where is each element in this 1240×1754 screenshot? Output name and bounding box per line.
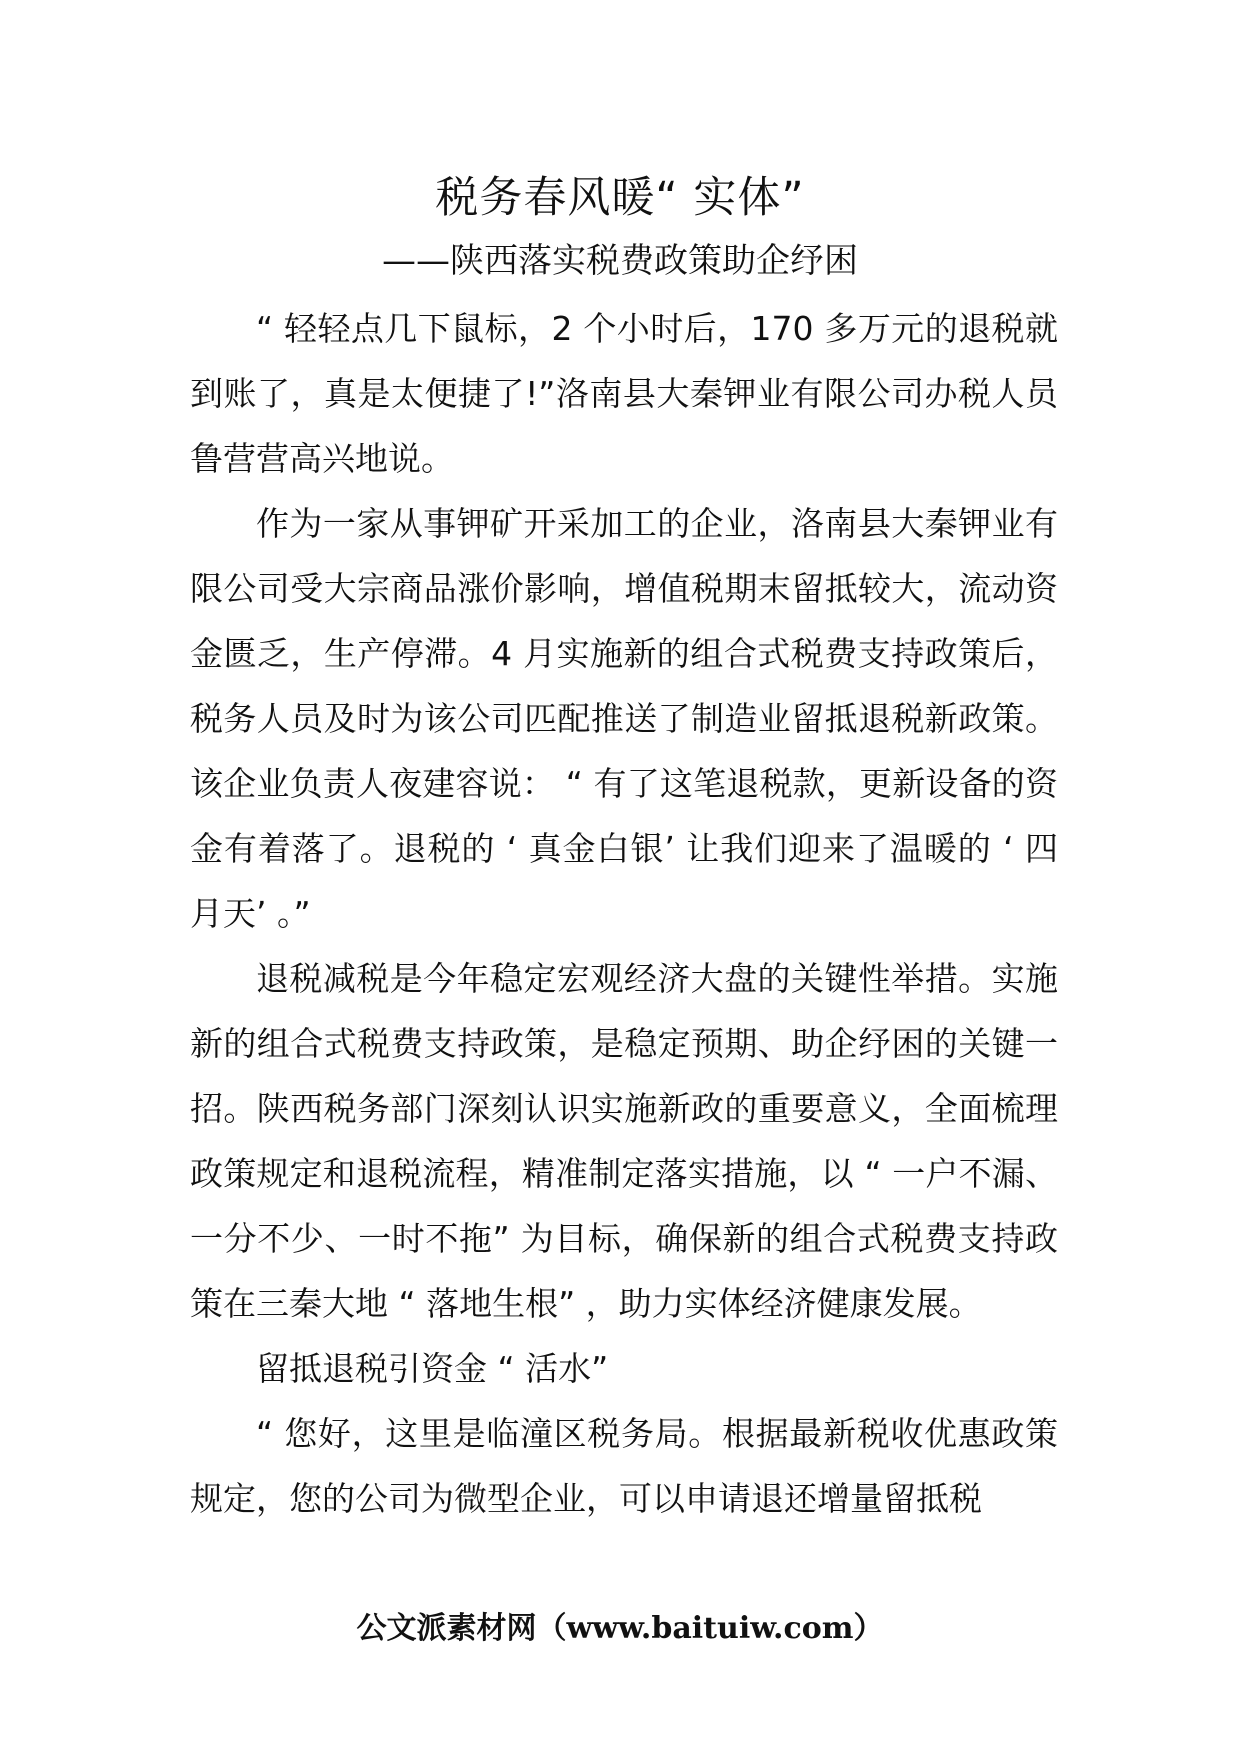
- paragraph: “ 轻轻点几下鼠标，2 个小时后，170 多万元的退税就到账了，真是太便捷了!”洛南县大秦钾业有限公司办税人员鲁营营高兴地说。: [190, 309, 1058, 478]
- paragraph: 作为一家从事钾矿开采加工的企业，洛南县大秦钾业有限公司受大宗商品涨价影响，增值税期末留抵较大，流动资金匮乏，生产停滞。4 月实施新的组合式税费支持政策后，税务人员及时为该公司匹配推送了制造业留抵退税新政策。该企业负责人夜建容说： “ 有了这笔退税款，更新设备的资金有着落了。退税的 ‘ 真金白银’ 让我们迎来了温暖的 ‘ 四月天’ 。”: [190, 504, 1058, 933]
- footer-watermark: 公文派素材网（www.baituiw.com）: [356, 1611, 884, 1646]
- paragraph: 退税减税是今年稳定宏观经济大盘的关键性举措。实施新的组合式税费支持政策，是稳定预期、助企纾困的关键一招。陕西税务部门深刻认识实施新政的重要意义，全面梳理政策规定和退税流程，精准制定落实措施，以 “ 一户不漏、一分不少、一时不拖” 为目标，确保新的组合式税费支持政策在三秦大地 “ 落地生根” ，助力实体经济健康发展。: [190, 959, 1058, 1323]
- paragraph: “ 您好，这里是临潼区税务局。根据最新税收优惠政策规定，您的公司为微型企业，可以申请退还增量留抵税: [190, 1414, 1058, 1518]
- document-body: [190, 296, 1058, 1531]
- section-heading: 留抵退税引资金 “ 活水”: [256, 1349, 609, 1388]
- document-subtitle: ——陕西落实税费政策助企纾困: [382, 241, 858, 281]
- document-title: 税务春风暖“ 实体”: [435, 173, 805, 223]
